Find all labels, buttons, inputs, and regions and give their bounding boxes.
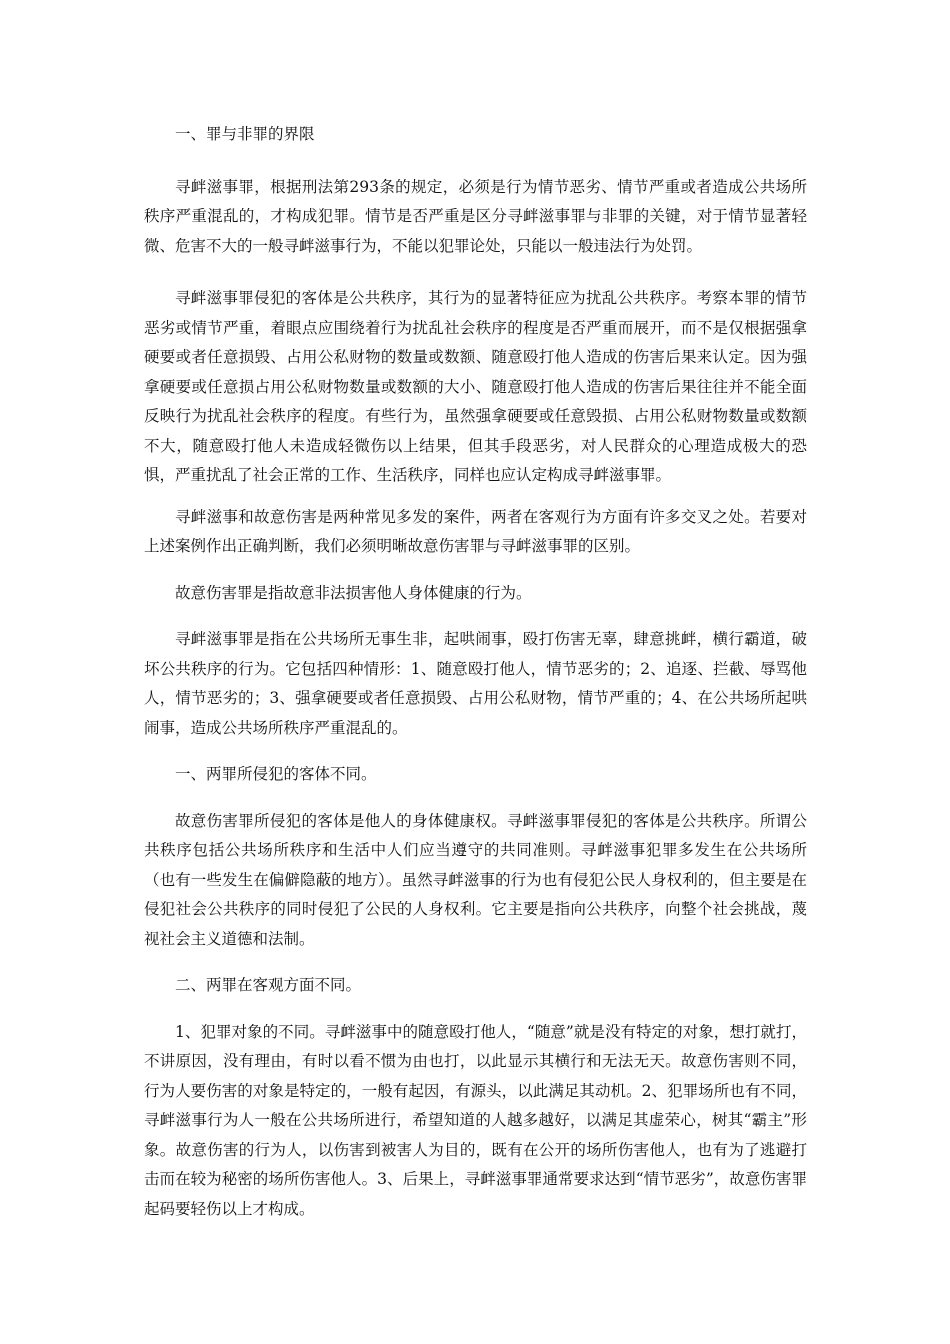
- paragraph-5: 寻衅滋事罪是指在公共场所无事生非，起哄闹事，殴打伤害无辜，肆意挑衅，横行霸道，破坏公共秩序的行为。它包括四种情形：1、随意殴打他人，情节恶劣的；2、追逐、拦截、辱骂他人，情节恶劣的；3、强拿硬要或者任意损毁、占用公私财物，情节严重的；4、在公共场所起哄闹事，造成公共场所秩序严重混乱的。: [144, 630, 807, 737]
- paragraph-7: 1、犯罪对象的不同。寻衅滋事中的随意殴打他人，“随意”就是没有特定的对象，想打就打，不讲原因，没有理由，有时以看不惯为由也打，以此显示其横行和无法无天。故意伤害则不同，行为人要伤害的对象是特定的，一般有起因，有源头，以此满足其动机。2、犯罪场所也有不同，寻衅滋事行为人一般在公共场所进行，希望知道的人越多越好，以满足其虚荣心，树其“霸主”形象。故意伤害的行为人，以伤害到被害人为目的，既有在公开的场所伤害他人，也有为了逃避打击而在较为秘密的场所伤害他人。3、后果上，寻衅滋事罪通常要求达到“情节恶劣”，故意伤害罪起码要轻伤以上才构成。: [144, 1022, 807, 1218]
- paragraph-6: 故意伤害罪所侵犯的客体是他人的身体健康权。寻衅滋事罪侵犯的客体是公共秩序。所谓公共秩序包括公共场所秩序和生活中人们应当遵守的共同准则。寻衅滋事犯罪多发生在公共场所（也有一些发生在偏僻隐蔽的地方）。虽然寻衅滋事的行为也有侵犯公民人身权利的，但主要是在侵犯社会公共秩序的同时侵犯了公民的人身权利。它主要是指向公共秩序，向整个社会挑战，蔑视社会主义道德和法制。: [144, 811, 807, 948]
- document-body: [144, 120, 807, 1224]
- section-heading-2: 一、两罪所侵犯的客体不同。: [175, 765, 377, 783]
- paragraph-2: 寻衅滋事罪侵犯的客体是公共秩序，其行为的显著特征应为扰乱公共秩序。考察本罪的情节恶劣或情节严重，着眼点应围绕着行为扰乱社会秩序的程度是否严重而展开，而不是仅根据强拿硬要或者任意损毁、占用公私财物的数量或数额、随意殴打他人造成的伤害后果来认定。因为强拿硬要或任意损占用公私财物数量或数额的大小、随意殴打他人造成的伤害后果往往并不能全面反映行为扰乱社会秩序的程度。有些行为，虽然强拿硬要或任意毁损、占用公私财物数量或数额不大，随意殴打他人未造成轻微伤以上结果，但其手段恶劣，对人民群众的心理造成极大的恐惧，严重扰乱了社会正常的工作、生活秩序，同样也应认定构成寻衅滋事罪。: [144, 289, 807, 484]
- paragraph-3: 寻衅滋事和故意伤害是两种常见多发的案件，两者在客观行为方面有许多交叉之处。若要对上述案例作出正确判断，我们必须明晰故意伤害罪与寻衅滋事罪的区别。: [144, 507, 807, 555]
- section-heading-3: 二、两罪在客观方面不同。: [175, 976, 362, 994]
- section-heading-1: 一、罪与非罪的界限: [175, 125, 315, 143]
- paragraph-4: 故意伤害罪是指故意非法损害他人身体健康的行为。: [175, 583, 532, 602]
- paragraph-1: 寻衅滋事罪，根据刑法第293条的规定，必须是行为情节恶劣、情节严重或者造成公共场所秩序严重混乱的，才构成犯罪。情节是否严重是区分寻衅滋事罪与非罪的关键，对于情节显著轻微、危害不大的一般寻衅滋事行为，不能以犯罪论处，只能以一般违法行为处罚。: [144, 177, 807, 255]
